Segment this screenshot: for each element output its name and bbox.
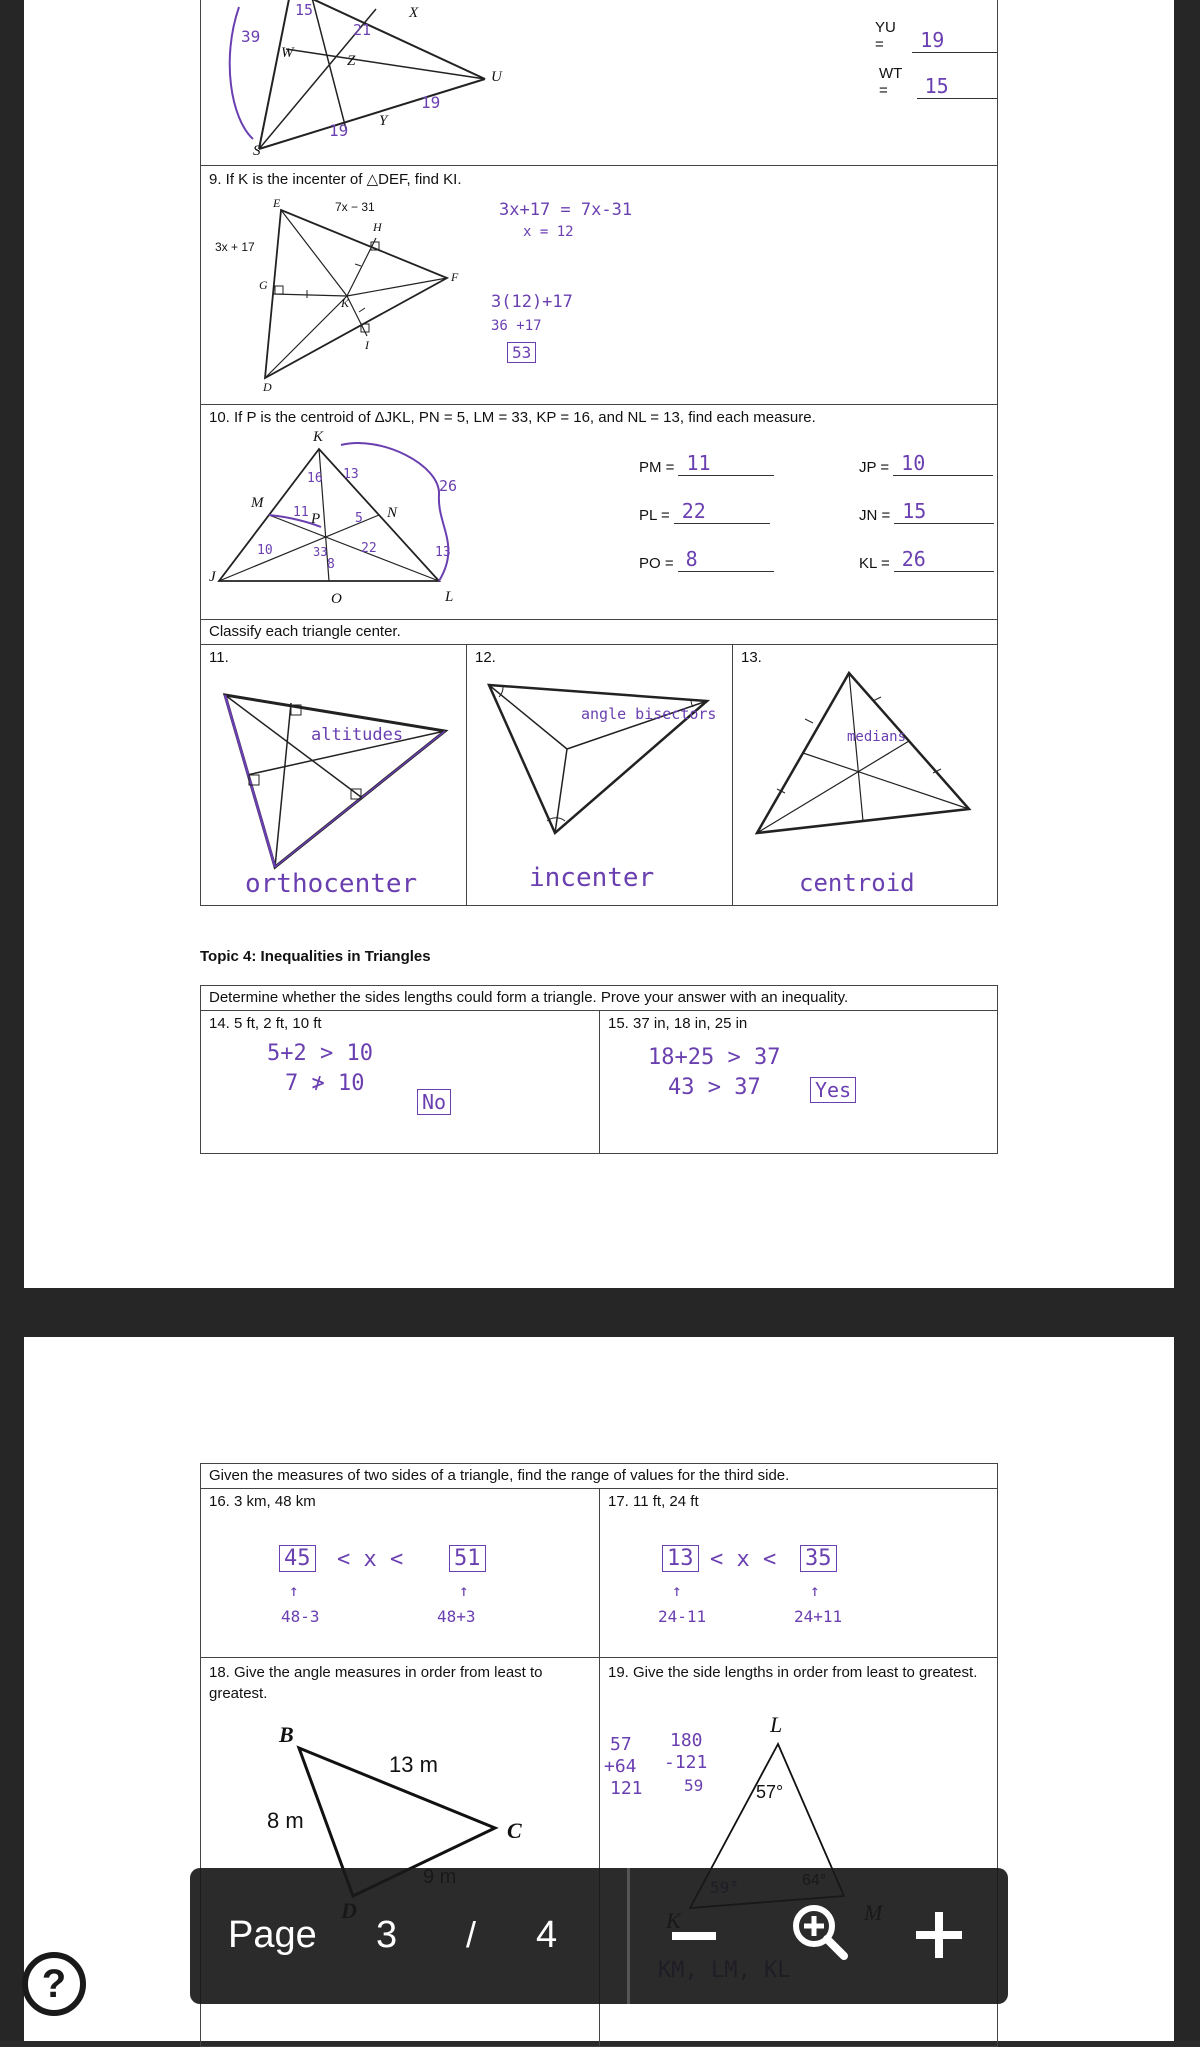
zoom-out-button[interactable] <box>672 1916 732 1956</box>
q10-label-k: K <box>313 429 324 445</box>
q8-label-z: Z <box>347 53 356 69</box>
q8-cell <box>200 0 998 166</box>
help-button[interactable] <box>22 1952 86 2016</box>
q10-answer-kl: KL = 26 <box>859 549 994 572</box>
q8-mark-5: 19 <box>329 121 349 140</box>
q9-work-3: 3(12)+17 <box>491 292 573 312</box>
q19-work-1: 57 <box>610 1734 632 1755</box>
toolbar-divider <box>627 1868 630 2004</box>
page-gap <box>0 1288 1200 1337</box>
q12-cell: 12. angle bisectors incenter <box>466 644 733 906</box>
q8-label-u: U <box>491 69 502 85</box>
q17-arrow-low: ↑ <box>672 1581 682 1600</box>
page-number-total: 4 <box>536 1914 558 1956</box>
q9-answer: 53 <box>507 342 536 363</box>
q13-note: medians <box>847 729 907 745</box>
q9-label-h: H <box>373 220 382 234</box>
q18-label-c: C <box>507 1818 522 1843</box>
q10-answer-pl: PL = 22 <box>639 501 770 524</box>
page-label: Page <box>228 1914 317 1956</box>
q10-label-n: N <box>387 505 398 521</box>
q8-mark-2: 15 <box>295 1 314 19</box>
minus-icon <box>672 1932 716 1940</box>
q17-cell: 17. 11 ft, 24 ft 13 < x < 35 ↑ ↑ 24-11 24+11 <box>599 1488 998 1658</box>
q17-high-note: 24+11 <box>794 1607 843 1626</box>
q17-inequality: < x < <box>710 1547 777 1572</box>
q19-angle-l: 57° <box>756 1782 784 1802</box>
q16-low-note: 48-3 <box>281 1607 320 1626</box>
q9-label-g: G <box>259 278 268 292</box>
q17-low: 13 <box>662 1545 699 1572</box>
q11-note: altitudes <box>311 725 404 745</box>
pdf-viewer-toolbar <box>190 1868 1008 2004</box>
page-number-current[interactable]: 3 <box>376 1914 398 1956</box>
q11-answer: orthocenter <box>245 869 418 899</box>
q9-prompt: 9. If K is the incenter of △DEF, find KI. <box>209 171 462 188</box>
q10-answer-jp: JP = 10 <box>859 453 993 476</box>
q9-label-i: I <box>365 338 369 352</box>
q14-work-1: 5+2 > 10 <box>267 1041 373 1066</box>
q19-work-2: +64 <box>604 1756 637 1777</box>
q12-note: angle bisectors <box>581 705 717 723</box>
q13-cell: 13. medians centroid <box>732 644 998 906</box>
q17-low-note: 24-11 <box>658 1607 707 1626</box>
q8-label-s: S <box>253 143 261 159</box>
q13-answer: centroid <box>799 869 915 897</box>
q16-arrow-high: ↑ <box>459 1581 469 1600</box>
q10-mark-7: 33 <box>313 545 328 559</box>
q10-answer-jn: JN = 15 <box>859 501 994 524</box>
right-gutter <box>1174 0 1200 2041</box>
range-header: Given the measures of two sides of a triangle, find the range of values for the third side. <box>200 1463 998 1489</box>
q9-label-e: E <box>273 196 281 210</box>
q8-triangle-figure <box>201 0 501 167</box>
q10-label-o: O <box>331 591 342 607</box>
q10-label-m: M <box>251 495 264 511</box>
q9-work-4: 36 +17 <box>491 318 542 334</box>
q9-label-f: F <box>451 270 459 284</box>
q14-cell: 14. 5 ft, 2 ft, 10 ft 5+2 > 10 7 ≯ 10 No <box>200 1010 600 1154</box>
q8-mark-4: 19 <box>421 93 441 112</box>
q18-prompt: 18. Give the angle measures in order from least to greatest. <box>209 1664 543 1702</box>
q19-work-6: 59 <box>684 1776 704 1795</box>
q8-answer-yu: YU = 19 <box>875 19 997 53</box>
topic4-header: Determine whether the sides lengths could form a triangle. Prove your answer with an inequality. <box>200 985 998 1011</box>
q10-mark-5: 5 <box>355 511 363 526</box>
q18-side-bc: 13 m <box>389 1752 438 1777</box>
q10-mark-6: 10 <box>257 543 273 558</box>
q16-high: 51 <box>449 1545 486 1572</box>
q18-label-b: B <box>279 1722 294 1747</box>
q10-mark-4: 11 <box>293 505 309 520</box>
q16-low: 45 <box>279 1545 316 1572</box>
q19-work-5: -121 <box>664 1752 708 1773</box>
zoom-in-button[interactable] <box>914 1910 964 1960</box>
classify-header: Classify each triangle center. <box>200 619 998 645</box>
q16-high-note: 48+3 <box>437 1607 476 1626</box>
q9-label-d: D <box>263 380 272 394</box>
q10-answer-pm: PM = 11 <box>639 453 774 476</box>
magnifier-plus-icon <box>790 1902 852 1964</box>
q9-incenter-figure <box>201 166 461 396</box>
q10-mark-9: 13 <box>435 545 451 560</box>
q9-label-k: K <box>341 296 350 310</box>
q8-label-y: Y <box>379 113 388 129</box>
plus-icon <box>914 1910 964 1960</box>
q9-cell <box>200 165 998 405</box>
q19-label-l: L <box>770 1712 783 1737</box>
q15-work-1: 18+25 > 37 <box>648 1045 781 1070</box>
q10-cell <box>200 404 998 620</box>
q10-mark-8: 22 <box>361 541 377 556</box>
q10-answer-po: PO = 8 <box>639 549 774 572</box>
document-page-3 <box>24 0 1174 1288</box>
q10-centroid-figure <box>201 405 501 621</box>
q16-cell: 16. 3 km, 48 km 45 < x < 51 ↑ ↑ 48-3 48+3 <box>200 1488 600 1658</box>
q14-work-2: 7 ≯ 10 <box>285 1071 365 1096</box>
q15-work-2: 43 > 37 <box>668 1075 761 1100</box>
q9-work-1: 3x+17 = 7x-31 <box>499 200 633 220</box>
q17-arrow-high: ↑ <box>810 1581 820 1600</box>
q8-label-w: W <box>281 45 294 61</box>
q10-mark-2: 13 <box>343 467 359 482</box>
topic4-title: Topic 4: Inequalities in Triangles <box>200 948 431 965</box>
q13-medians-figure <box>733 645 999 907</box>
q12-answer: incenter <box>529 863 655 893</box>
q10-label-l: L <box>445 589 454 605</box>
q18-side-bd: 8 m <box>267 1808 304 1833</box>
q11-cell: 11. altitudes orthocenter <box>200 644 467 906</box>
page-separator: / <box>466 1914 477 1955</box>
q10-mark-3: 26 <box>439 477 458 495</box>
q17-high: 35 <box>800 1545 837 1572</box>
q8-answer-wt: WT = 15 <box>879 65 997 99</box>
q11-altitudes-figure <box>201 645 468 907</box>
q14-answer: No <box>417 1089 451 1115</box>
zoom-reset-button[interactable] <box>790 1902 852 1964</box>
q8-mark-1: 39 <box>241 27 261 46</box>
q9-expression-3x: 3x + 17 <box>215 240 255 254</box>
q10-mark-1: 16 <box>307 471 323 486</box>
q19-work-3: 121 <box>610 1778 643 1799</box>
left-gutter <box>0 0 24 2041</box>
q16-arrow-low: ↑ <box>289 1581 299 1600</box>
q8-mark-3: 21 <box>353 21 372 39</box>
q19-work-4: 180 <box>670 1730 703 1751</box>
q19-prompt: 19. Give the side lengths in order from least to greatest. <box>608 1664 978 1681</box>
q9-expression-7x: 7x − 31 <box>335 200 375 214</box>
q10-mark-10: 8 <box>327 557 335 572</box>
question-mark-icon: ? <box>41 1961 67 2006</box>
q15-answer: Yes <box>810 1077 856 1103</box>
q10-label-j: J <box>209 569 216 585</box>
q8-label-x: X <box>409 5 419 21</box>
q15-cell: 15. 37 in, 18 in, 25 in 18+25 > 37 43 > 37 Yes <box>599 1010 998 1154</box>
q16-inequality: < x < <box>337 1547 404 1572</box>
q10-label-p: P <box>311 511 321 527</box>
q10-prompt: 10. If P is the centroid of ΔJKL, PN = 5, LM = 33, KP = 16, and NL = 13, find each measure. <box>209 409 816 426</box>
q9-work-2: x = 12 <box>523 224 574 240</box>
